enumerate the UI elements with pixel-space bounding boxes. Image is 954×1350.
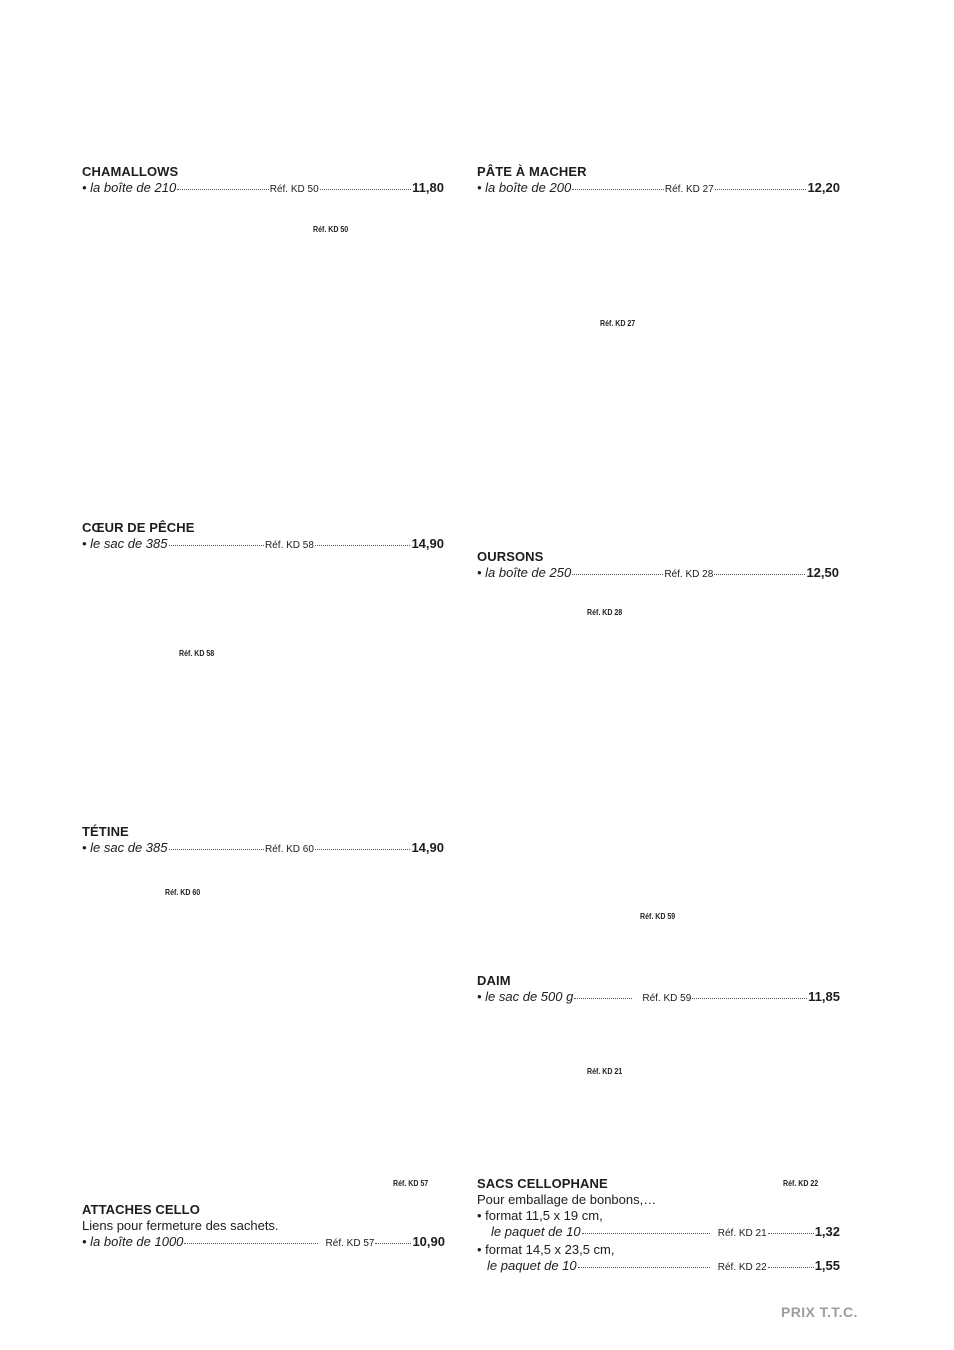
leader-dots: [184, 1233, 317, 1244]
format-line: • format 11,5 x 19 cm,: [477, 1208, 603, 1223]
product-price: 14,90: [411, 840, 444, 855]
image-ref-tag: Réf. KD 22: [783, 1179, 819, 1188]
product-ref: Réf. KD 58: [265, 540, 314, 551]
product-label: le paquet de 10: [487, 1258, 577, 1273]
product-tetine: [82, 824, 444, 858]
leader-dots: [578, 1257, 710, 1268]
product-ref: Réf. KD 57: [325, 1238, 375, 1249]
product-label: • la boîte de 210: [82, 180, 177, 195]
leader-dots: [315, 839, 411, 850]
product-title: OURSONS: [477, 549, 544, 564]
leader-dots: [572, 564, 663, 575]
product-label: • la boîte de 1000: [82, 1234, 184, 1249]
product-title: CHAMALLOWS: [82, 164, 179, 179]
product-ref: Réf. KD 27: [664, 184, 714, 195]
product-label: • la boîte de 250: [477, 565, 572, 580]
image-ref-tag: Réf. KD 60: [165, 888, 201, 897]
price-line: [477, 989, 840, 1007]
price-line: [82, 536, 444, 554]
leader-dots: [582, 1223, 710, 1234]
image-ref-tag: Réf. KD 28: [587, 608, 623, 617]
product-label: • la boîte de 200: [477, 180, 572, 195]
leader-dots: [714, 564, 805, 575]
product-label: • le sac de 385: [82, 536, 168, 551]
product-title: CŒUR DE PÊCHE: [82, 520, 195, 535]
leader-dots: [375, 1233, 411, 1244]
leader-dots: [574, 988, 632, 999]
price-line: [82, 1234, 445, 1252]
image-ref-tag: Réf. KD 57: [393, 1179, 429, 1188]
product-title: ATTACHES CELLO: [82, 1202, 200, 1217]
image-ref-tag: Réf. KD 50: [313, 225, 349, 234]
product-sacs-cellophane: [477, 1176, 840, 1276]
product-price: 10,90: [412, 1234, 445, 1249]
product-title: TÉTINE: [82, 824, 129, 839]
product-oursons: [477, 549, 839, 583]
product-price: 11,80: [412, 180, 444, 195]
leader-dots: [692, 988, 807, 999]
leader-dots: [177, 179, 269, 190]
leader-dots: [169, 839, 265, 850]
product-attaches-cello: [82, 1202, 445, 1252]
product-label: le paquet de 10: [491, 1224, 581, 1239]
product-title: SACS CELLOPHANE: [477, 1176, 608, 1191]
image-ref-tag: Réf. KD 59: [640, 912, 676, 921]
product-description: Pour emballage de bonbons,…: [477, 1192, 657, 1207]
product-label: • le sac de 385: [82, 840, 168, 855]
product-ref: Réf. KD 60: [265, 844, 314, 855]
product-ref: Réf. KD 59: [642, 993, 692, 1004]
product-price: 1,55: [814, 1258, 840, 1273]
price-line: [477, 1224, 840, 1242]
product-ref: Réf. KD 50: [269, 184, 319, 195]
leader-dots: [320, 179, 412, 190]
image-ref-tag: Réf. KD 58: [179, 649, 215, 658]
product-label: • le sac de 500 g: [477, 989, 574, 1004]
price-line: [477, 1258, 840, 1276]
product-price: 11,85: [808, 989, 840, 1004]
product-price: 12,20: [807, 180, 840, 195]
product-coeur-de-peche: [82, 520, 444, 554]
product-daim: [477, 973, 840, 1007]
product-ref: Réf. KD 21: [717, 1228, 767, 1239]
product-price: 1,32: [814, 1224, 840, 1239]
product-pate-a-macher: [477, 164, 840, 198]
price-line: [82, 840, 444, 858]
leader-dots: [768, 1223, 814, 1234]
product-title: PÂTE À MACHER: [477, 164, 587, 179]
product-price: 14,90: [411, 536, 444, 551]
product-ref: Réf. KD 28: [664, 569, 714, 580]
leader-dots: [572, 179, 664, 190]
price-line: [477, 180, 840, 198]
price-line: [82, 180, 444, 198]
format-line: • format 14,5 x 23,5 cm,: [477, 1242, 615, 1257]
product-ref: Réf. KD 22: [717, 1262, 767, 1273]
image-ref-tag: Réf. KD 21: [587, 1067, 623, 1076]
price-line: [477, 565, 839, 583]
leader-dots: [715, 179, 807, 190]
image-ref-tag: Réf. KD 27: [600, 319, 636, 328]
leader-dots: [315, 535, 411, 546]
product-chamallows: [82, 164, 444, 198]
product-title: DAIM: [477, 973, 511, 988]
product-description: Liens pour fermeture des sachets.: [82, 1218, 279, 1233]
price-note: PRIX T.T.C.: [781, 1304, 858, 1320]
leader-dots: [169, 535, 265, 546]
leader-dots: [768, 1257, 814, 1268]
product-price: 12,50: [806, 565, 839, 580]
